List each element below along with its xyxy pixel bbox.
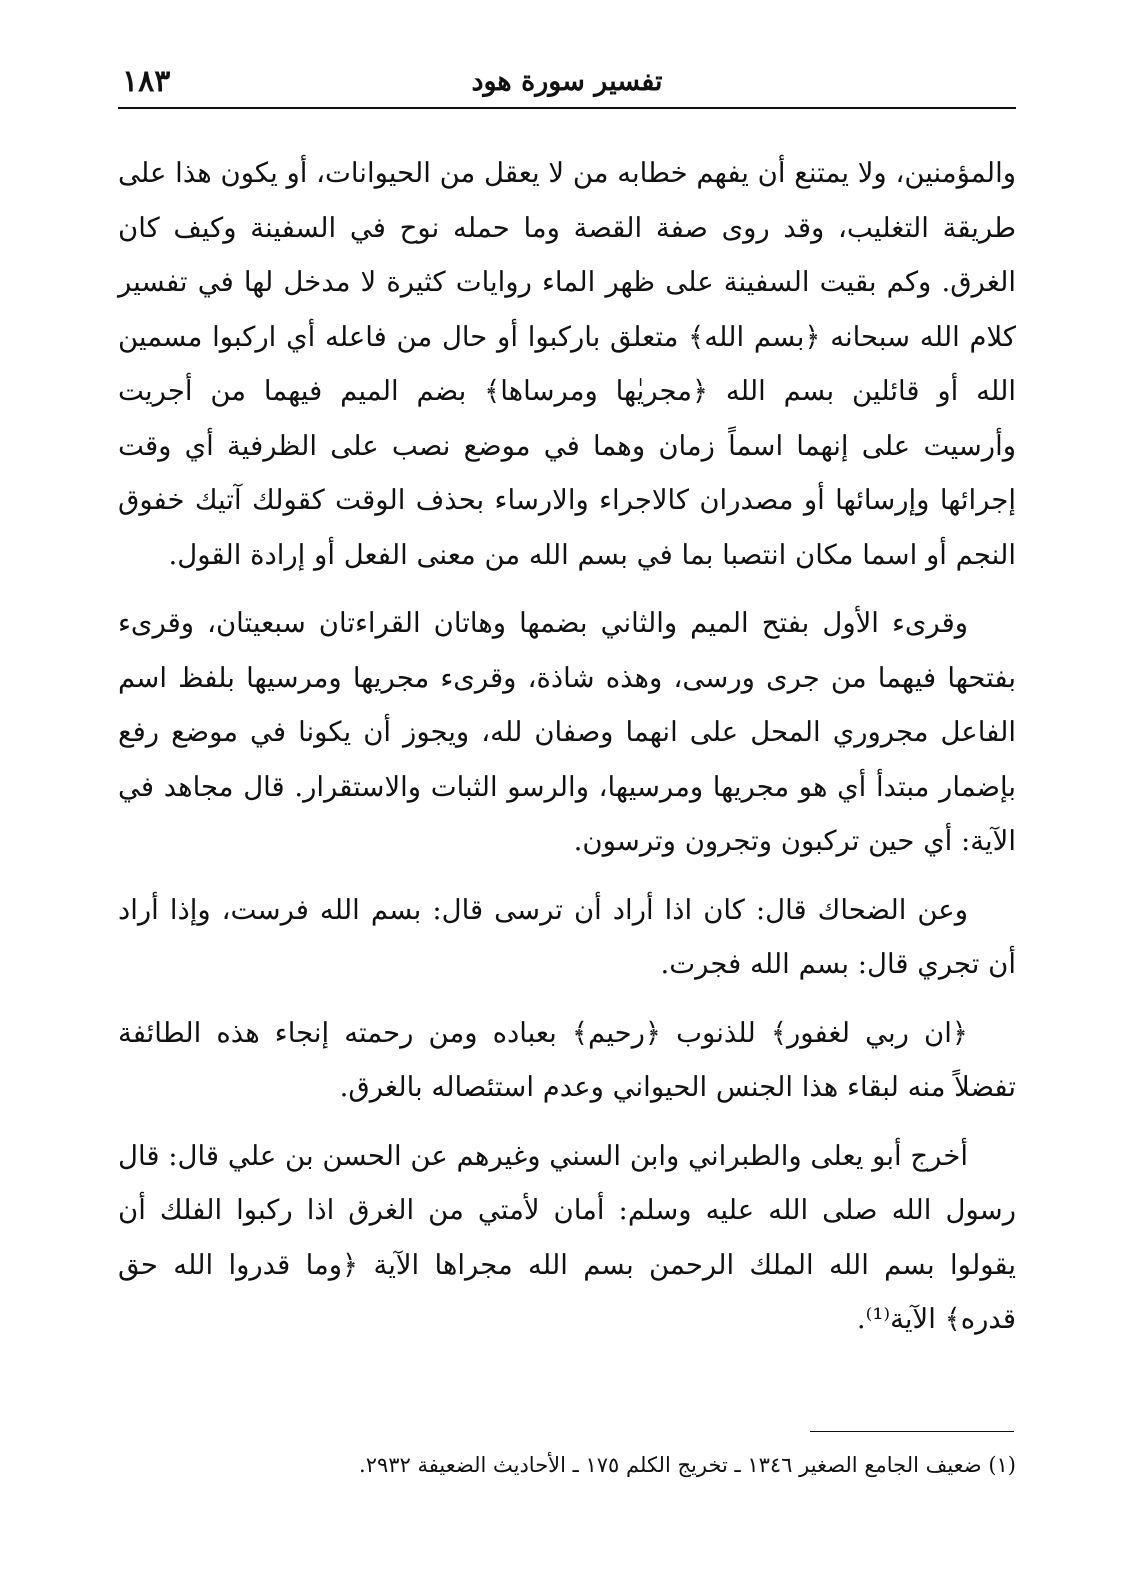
page-number: ١٨٣ xyxy=(122,64,171,99)
paragraph-5: أخرج أبو يعلى والطبراني وابن السني وغيرهم عن الحسن بن علي قال: قال رسول الله صلى الله عليه وسلم: أمان لأمتي من الغرق اذا ركبوا الفلك أن يقولوا بسم الله الملك الرحمن بسم الله مجراها الآية ﴿وما قدروا الله حق قدره﴾ الآية⁽¹⁾. xyxy=(118,1139,1016,1335)
footnote: (١) ضعيف الجامع الصغير ١٣٤٦ ـ تخريج الكلم ١٧٥ ـ الأحاديث الضعيفة ٢٩٣٢. xyxy=(359,1453,1016,1477)
paragraph-1: والمؤمنين، ولا يمتنع أن يفهم خطابه من لا يعقل من الحيوانات، أو يكون هذا على طريقة التغليب، وقد روى صفة القصة وما حمله نوح في السفينة وكيف كان الغرق. وكم بقيت السفينة على ظهر الماء روايات كثيرة لا مدخل لها في تفسير كلام الله سبحانه ﴿بسم الله﴾ متعلق باركبوا أو حال من فاعله أي اركبوا مسمين الله أو قائلين بسم الله ﴿مجريٰها ومرساها﴾ بضم الميم فيهما من أجريت وأرسيت على إنهما اسماً زمان وهما في موضع نصب على الظرفية أي وقت إجرائها وإرسائها أو مصدران كالاجراء والارساء بحذف الوقت كقولك آتيك خفوق النجم أو اسما مكان انتصبا بما في بسم الله من معنى الفعل أو إرادة القول. xyxy=(118,157,1016,571)
paragraph-4: ﴿ان ربي لغفور﴾ للذنوب ﴿رحيم﴾ بعباده ومن رحمته إنجاء هذه الطائفة تفضلاً منه لبقاء هذا الجنس الحيواني وعدم استئصاله بالغرق. xyxy=(118,1016,1016,1103)
paragraph-2: وقرىء الأول بفتح الميم والثاني بضمها وهاتان القراءتان سبعيتان، وقرىء بفتحها فيهما من جرى ورسى، وهذه شاذة، وقرىء مجريها ومرسيها بلفظ اسم الفاعل مجروري المحل على انهما وصفان لله، ويجوز أن يكونا في موضع رفع بإضمار مبتدأ أي هو مجريها ومرسيها، والرسو الثبات والاستقرار. قال مجاهد في الآية: أي حين تركبون وتجرون وترسون. xyxy=(118,607,1016,857)
page-header xyxy=(118,56,1016,106)
running-title: تفسير سورة هود xyxy=(471,66,663,97)
header-rule xyxy=(118,107,1016,109)
body-text xyxy=(118,146,1016,1347)
footnote-rule xyxy=(810,1431,1014,1432)
paragraph-3: وعن الضحاك قال: كان اذا أراد أن ترسى قال: بسم الله فرست، وإذا أراد أن تجري قال: بسم الله فجرت. xyxy=(118,893,1016,980)
